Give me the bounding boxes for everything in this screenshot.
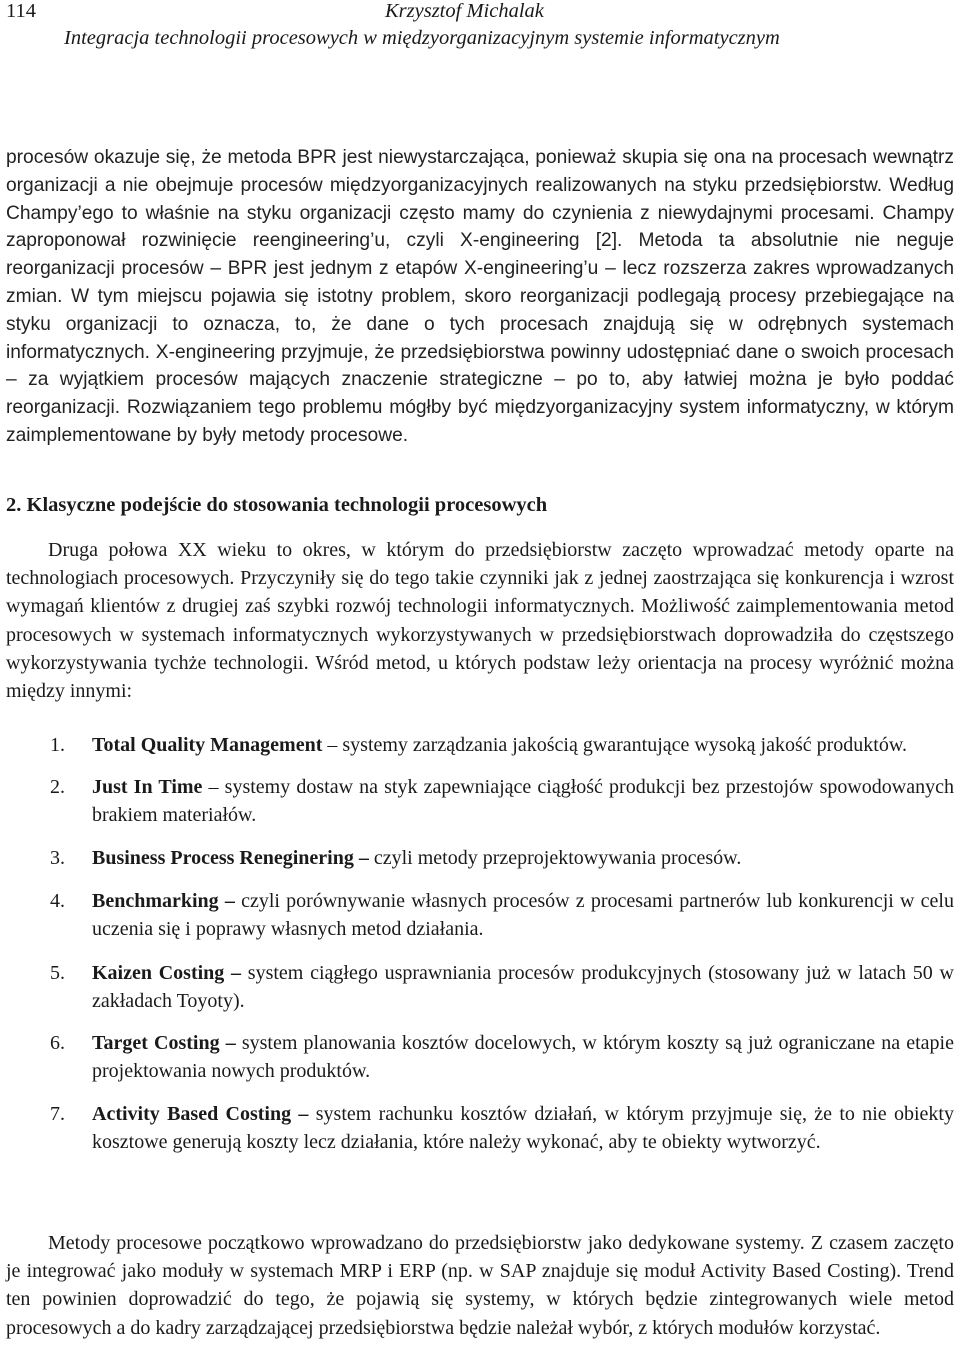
list-item-number: 6.	[50, 1032, 65, 1055]
list-item-term: Business Process Reneginering –	[92, 847, 369, 870]
methods-list	[6, 732, 954, 1157]
list-item-term: Target Costing –	[92, 1032, 236, 1055]
list-item	[6, 732, 954, 760]
list-item-description: czyli porównywanie własnych procesów z procesami partnerów lub konkurencji w celu uczenia się i poprawy własnych metod działania.	[92, 890, 954, 940]
list-item	[6, 845, 954, 873]
list-item-number: 2.	[50, 775, 65, 798]
list-item-number: 1.	[50, 734, 65, 756]
list-item	[6, 774, 954, 830]
list-item-term: Benchmarking –	[92, 890, 235, 913]
list-item-description: – systemy dostaw na styk zapewniające ciągłość produkcji bez przestojów spowodowanych brakiem materiałów.	[92, 775, 954, 826]
intro-paragraph: procesów okazuje się, że metoda BPR jest niewystarczająca, ponieważ skupia się ona na procesach wewnątrz organizacji a nie obejmuje procesów międzyorganizacyjnych realizowanych na styku przedsiębiorstw. Według Champy’ego to właśnie na styku organizacji często mamy do czynienia z niewydajnymi procesami. Champy zaproponował rozwinięcie reengineering’u, czyli X-engineering [2]. Metoda ta absolutnie nie neguje reorganizacji procesów – BPR jest jednym z etapów X-engineering’u – lecz rozszerza zakres wprowadzanych zmian. W tym miejscu pojawia się istotny problem, skoro reorganizacji podlegają procesy przebiegające na styku organizacji to oznacza, to, że dane o tych procesach znajdują się w odrębnych systemach informatycznych. X-engineering przyjmuje, że przedsiębiorstwa powinny udostępniać dane o swoich procesach – za wyjątkiem procesów mających znaczenie strategiczne – po to, aby łatwiej można je było poddać reorganizacji. Rozwiązaniem tego problemu mógłby być międzyorganizacyjny system informatyczny, w którym zaimplementowane by były metody procesowe.	[6, 147, 954, 446]
list-item-number: 4.	[50, 890, 65, 913]
list-item-term: Activity Based Costing –	[92, 1102, 309, 1125]
list-item-description: system rachunku kosztów działań, w którym przyjmuje się, że to nie obiekty kosztowe generują koszty lecz działania, które należy wykonać, aby te obiekty wytworzyć.	[92, 1102, 954, 1153]
list-item	[6, 888, 954, 944]
list-item	[6, 1101, 954, 1157]
list-item-description: czyli metody przeprojektowywania procesów.	[368, 847, 742, 870]
section-paragraph: Druga połowa XX wieku to okres, w którym do przedsiębiorstw zaczęto wprowadzać metody oparte na technologiach procesowych. Przyczyniły się do tego takie czynniki jak z jednej zaostrzająca się konkurencja i wzrost wymagań klientów z drugiej zaś szybki rozwój technologii informatycznych. Możliwość zaimplementowania metod procesowych w systemach informatycznych wykorzystywanych w przedsiębiorstwach doprowadziła do częstszego wykorzystywania tychże technologii. Wśród metod, u których podstaw leży orientacja na procesy wyróżnić można między innymi:	[6, 539, 954, 703]
list-item	[6, 960, 954, 1016]
list-item-term: Total Quality Management	[92, 734, 323, 756]
page-number: 114	[6, 0, 36, 22]
list-item-term: Just In Time	[92, 775, 203, 798]
section-heading: 2. Klasyczne podejście do stosowania technologii procesowych	[6, 494, 548, 516]
list-item-number: 5.	[50, 961, 65, 984]
list-item-number: 7.	[50, 1102, 65, 1125]
list-item-number: 3.	[50, 847, 65, 870]
list-item-description: system ciągłego usprawniania procesów produkcyjnych (stosowany już w latach 50 w zakładach Toyoty).	[92, 961, 954, 1012]
author-name: Krzysztof Michalak	[385, 0, 544, 22]
list-item-term: Kaizen Costing –	[92, 961, 242, 984]
closing-paragraph: Metody procesowe początkowo wprowadzano do przedsiębiorstw jako dedykowane systemy. Z czasem zaczęto je integrować jako moduły w systemach MRP i ERP (np. w SAP znajduje się moduł Activity Based Costing). Trend ten powinien doprowadzić do tego, że pojawią się systemy, w których będzie zintegrowanych wiele metod procesowych a do kadry zarządzającej przedsiębiorstwa będzie należał wybór, z których modułów korzystać.	[6, 1232, 954, 1339]
list-item-description: – systemy zarządzania jakością gwarantujące wysoką jakość produktów.	[322, 734, 907, 756]
running-title: Integracja technologii procesowych w międzyorganizacyjnym systemie informatycznym	[64, 27, 780, 49]
list-item	[6, 1030, 954, 1086]
list-item-description: system planowania kosztów docelowych, w którym koszty są już ograniczane na etapie projektowania nowych produktów.	[92, 1032, 954, 1083]
